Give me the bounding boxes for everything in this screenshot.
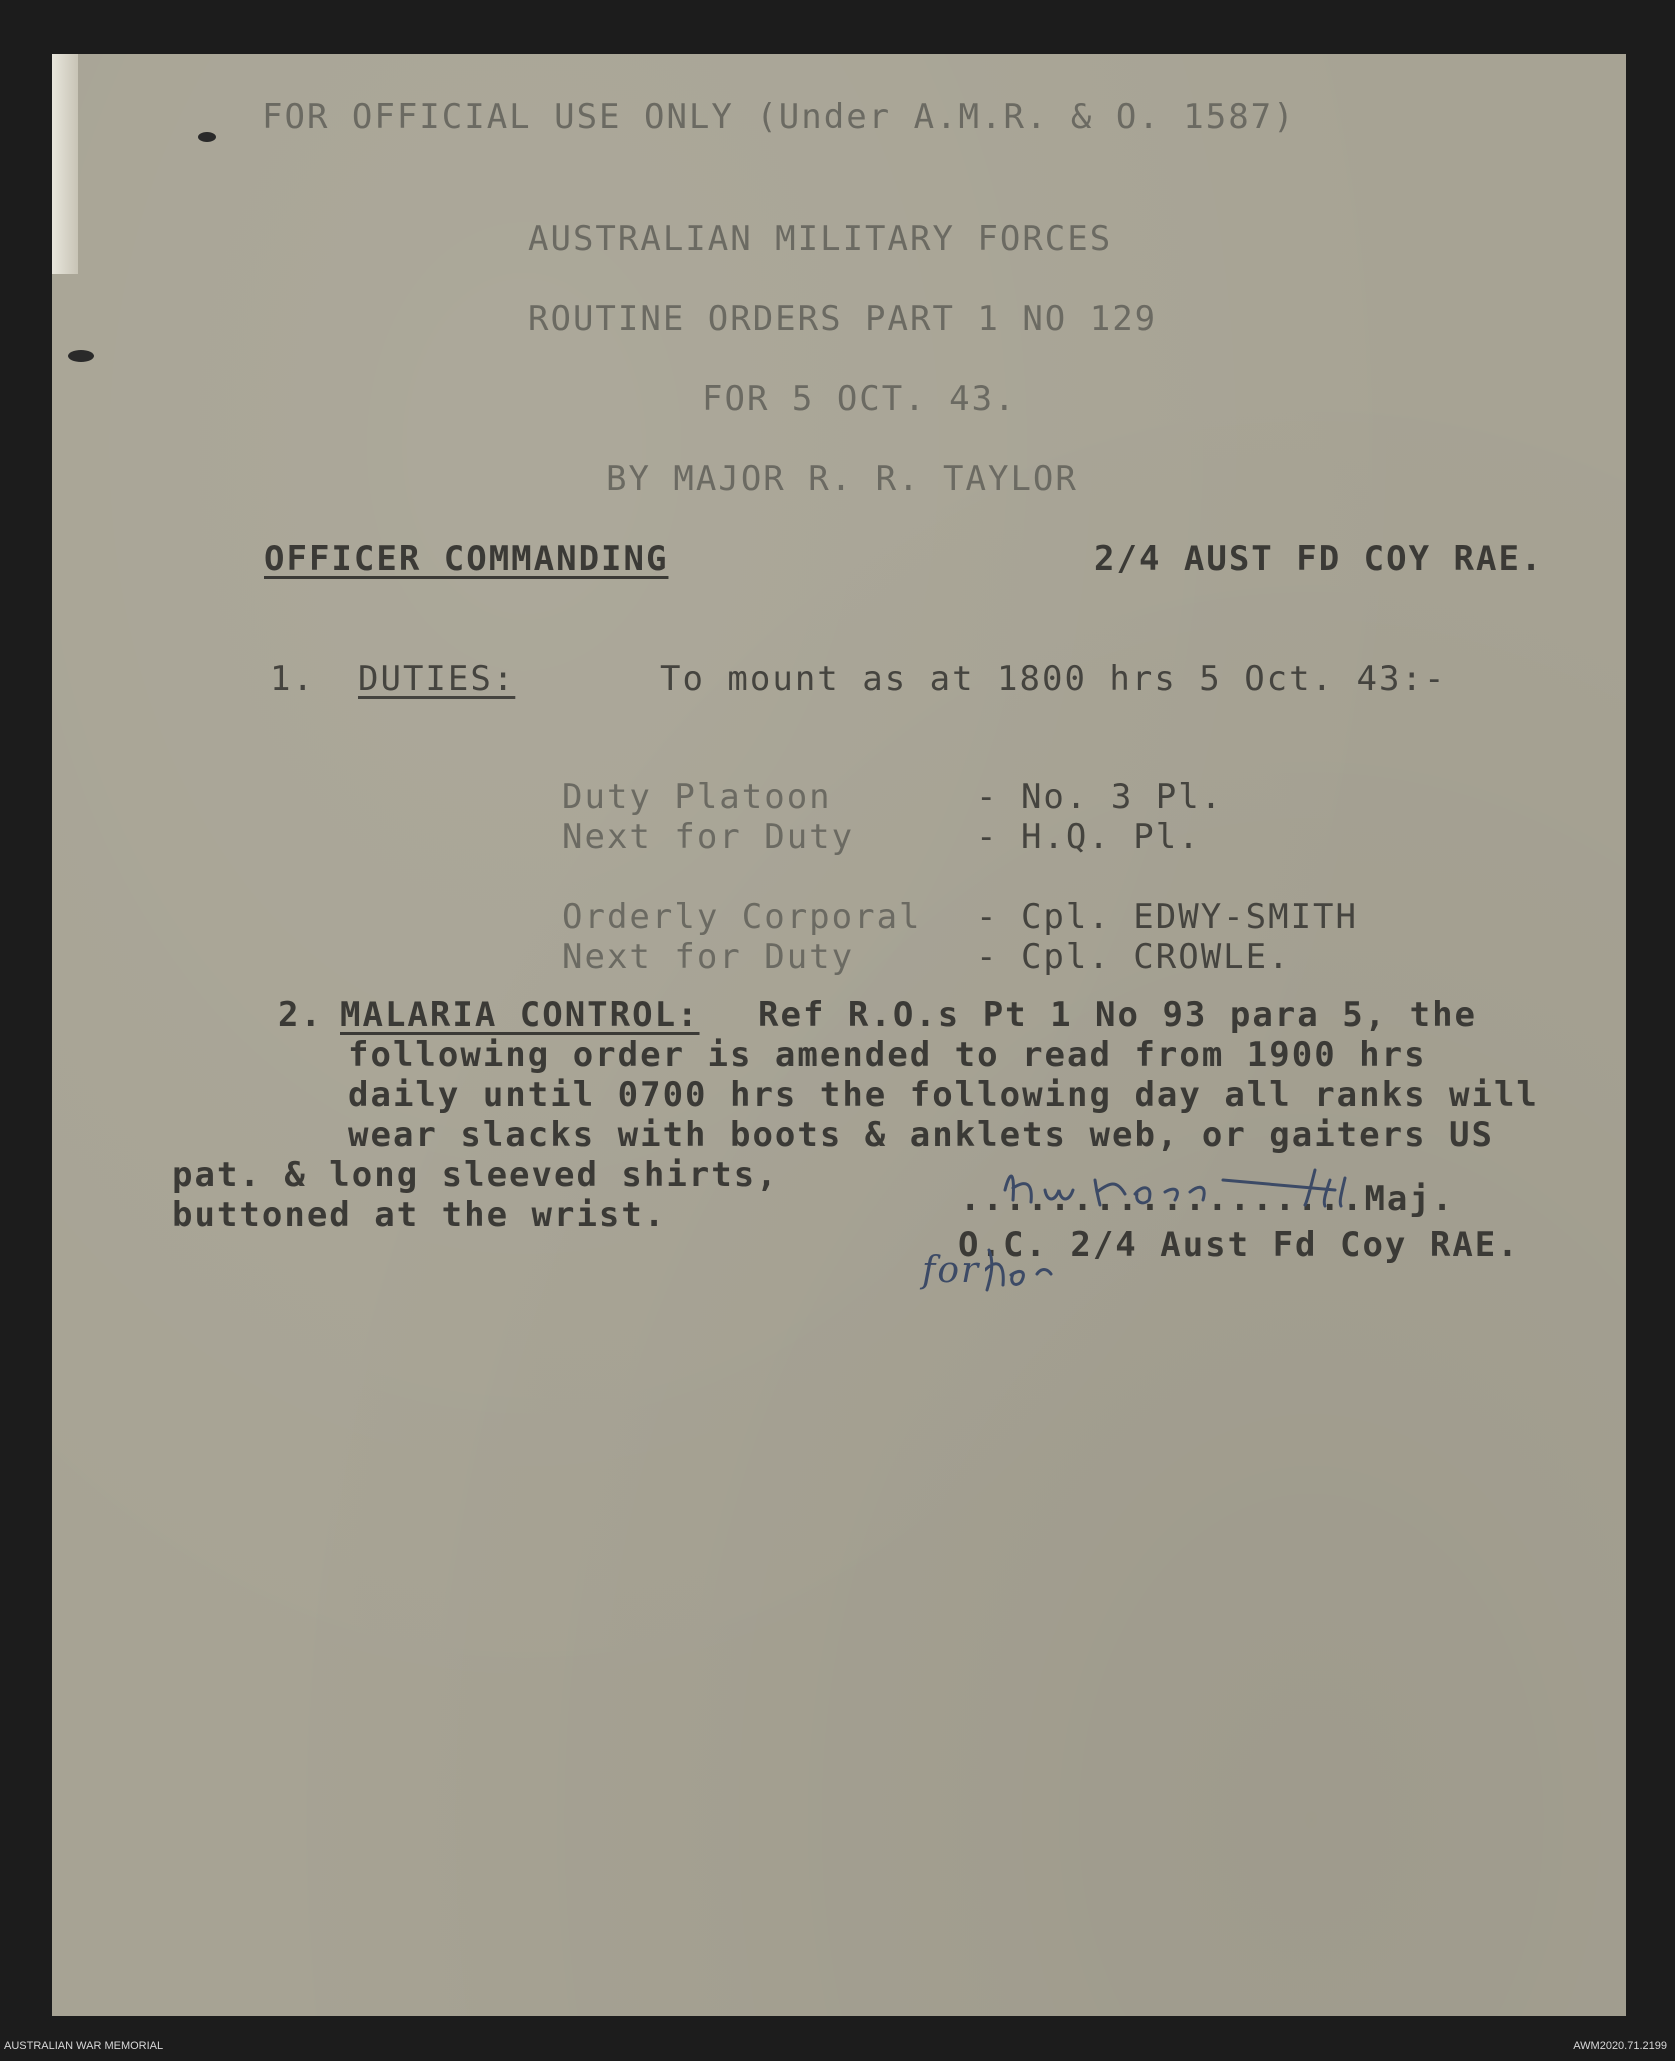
duty-assignee: - Cpl. EDWY-SMITH <box>976 897 1358 937</box>
footer-right: AWM2020.71.2199 <box>1573 2040 1667 2052</box>
signature-block: O.C. 2/4 Aust Fd Coy RAE. <box>958 1225 1520 1265</box>
section-text: To mount as at 1800 hrs 5 Oct. 43:- <box>660 659 1447 699</box>
for-annotation: for <box>922 1250 981 1291</box>
duty-role: Next for Duty <box>562 937 855 977</box>
duty-assignee: - H.Q. Pl. <box>976 817 1201 857</box>
section-number: 2. <box>278 995 323 1035</box>
punch-hole <box>68 350 94 362</box>
title-line: AUSTRALIAN MILITARY FORCES <box>528 219 1113 259</box>
section-line: wear slacks with boots & anklets web, or gaiters US <box>348 1115 1494 1155</box>
header-restriction: FOR OFFICIAL USE ONLY (Under A.M.R. & O. 1587) <box>262 97 1296 137</box>
section-line: following order is amended to read from 1900 hrs <box>348 1035 1427 1075</box>
section-number: 1. <box>270 659 315 699</box>
duty-role: Orderly Corporal <box>562 897 922 937</box>
duty-assignee: - No. 3 Pl. <box>976 777 1224 817</box>
duty-assignee: - Cpl. CROWLE. <box>976 937 1291 977</box>
section-line: pat. & long sleeved shirts, <box>172 1155 779 1195</box>
section-line: daily until 0700 hrs the following day all ranks will <box>348 1075 1539 1115</box>
section-line: Ref R.O.s Pt 1 No 93 para 5, the <box>758 995 1478 1035</box>
unit-name: 2/4 AUST FD COY RAE. <box>1094 539 1544 579</box>
title-line: ROUTINE ORDERS PART 1 NO 129 <box>528 299 1158 339</box>
title-line: FOR 5 OCT. 43. <box>702 379 1017 419</box>
folded-corner <box>52 54 78 274</box>
duty-role: Next for Duty <box>562 817 855 857</box>
section-heading: DUTIES: <box>358 659 516 699</box>
officer-commanding-label: OFFICER COMMANDING <box>264 539 669 579</box>
punch-hole <box>198 132 216 142</box>
title-line: BY MAJOR R. R. TAYLOR <box>606 459 1078 499</box>
signature-line: ..................Maj. <box>960 1179 1455 1219</box>
handwritten-signature <box>985 1150 1465 1320</box>
section-line: buttoned at the wrist. <box>172 1195 667 1235</box>
section-heading: MALARIA CONTROL: <box>340 995 700 1035</box>
duty-role: Duty Platoon <box>562 777 832 817</box>
footer-left: AUSTRALIAN WAR MEMORIAL <box>4 2040 164 2052</box>
